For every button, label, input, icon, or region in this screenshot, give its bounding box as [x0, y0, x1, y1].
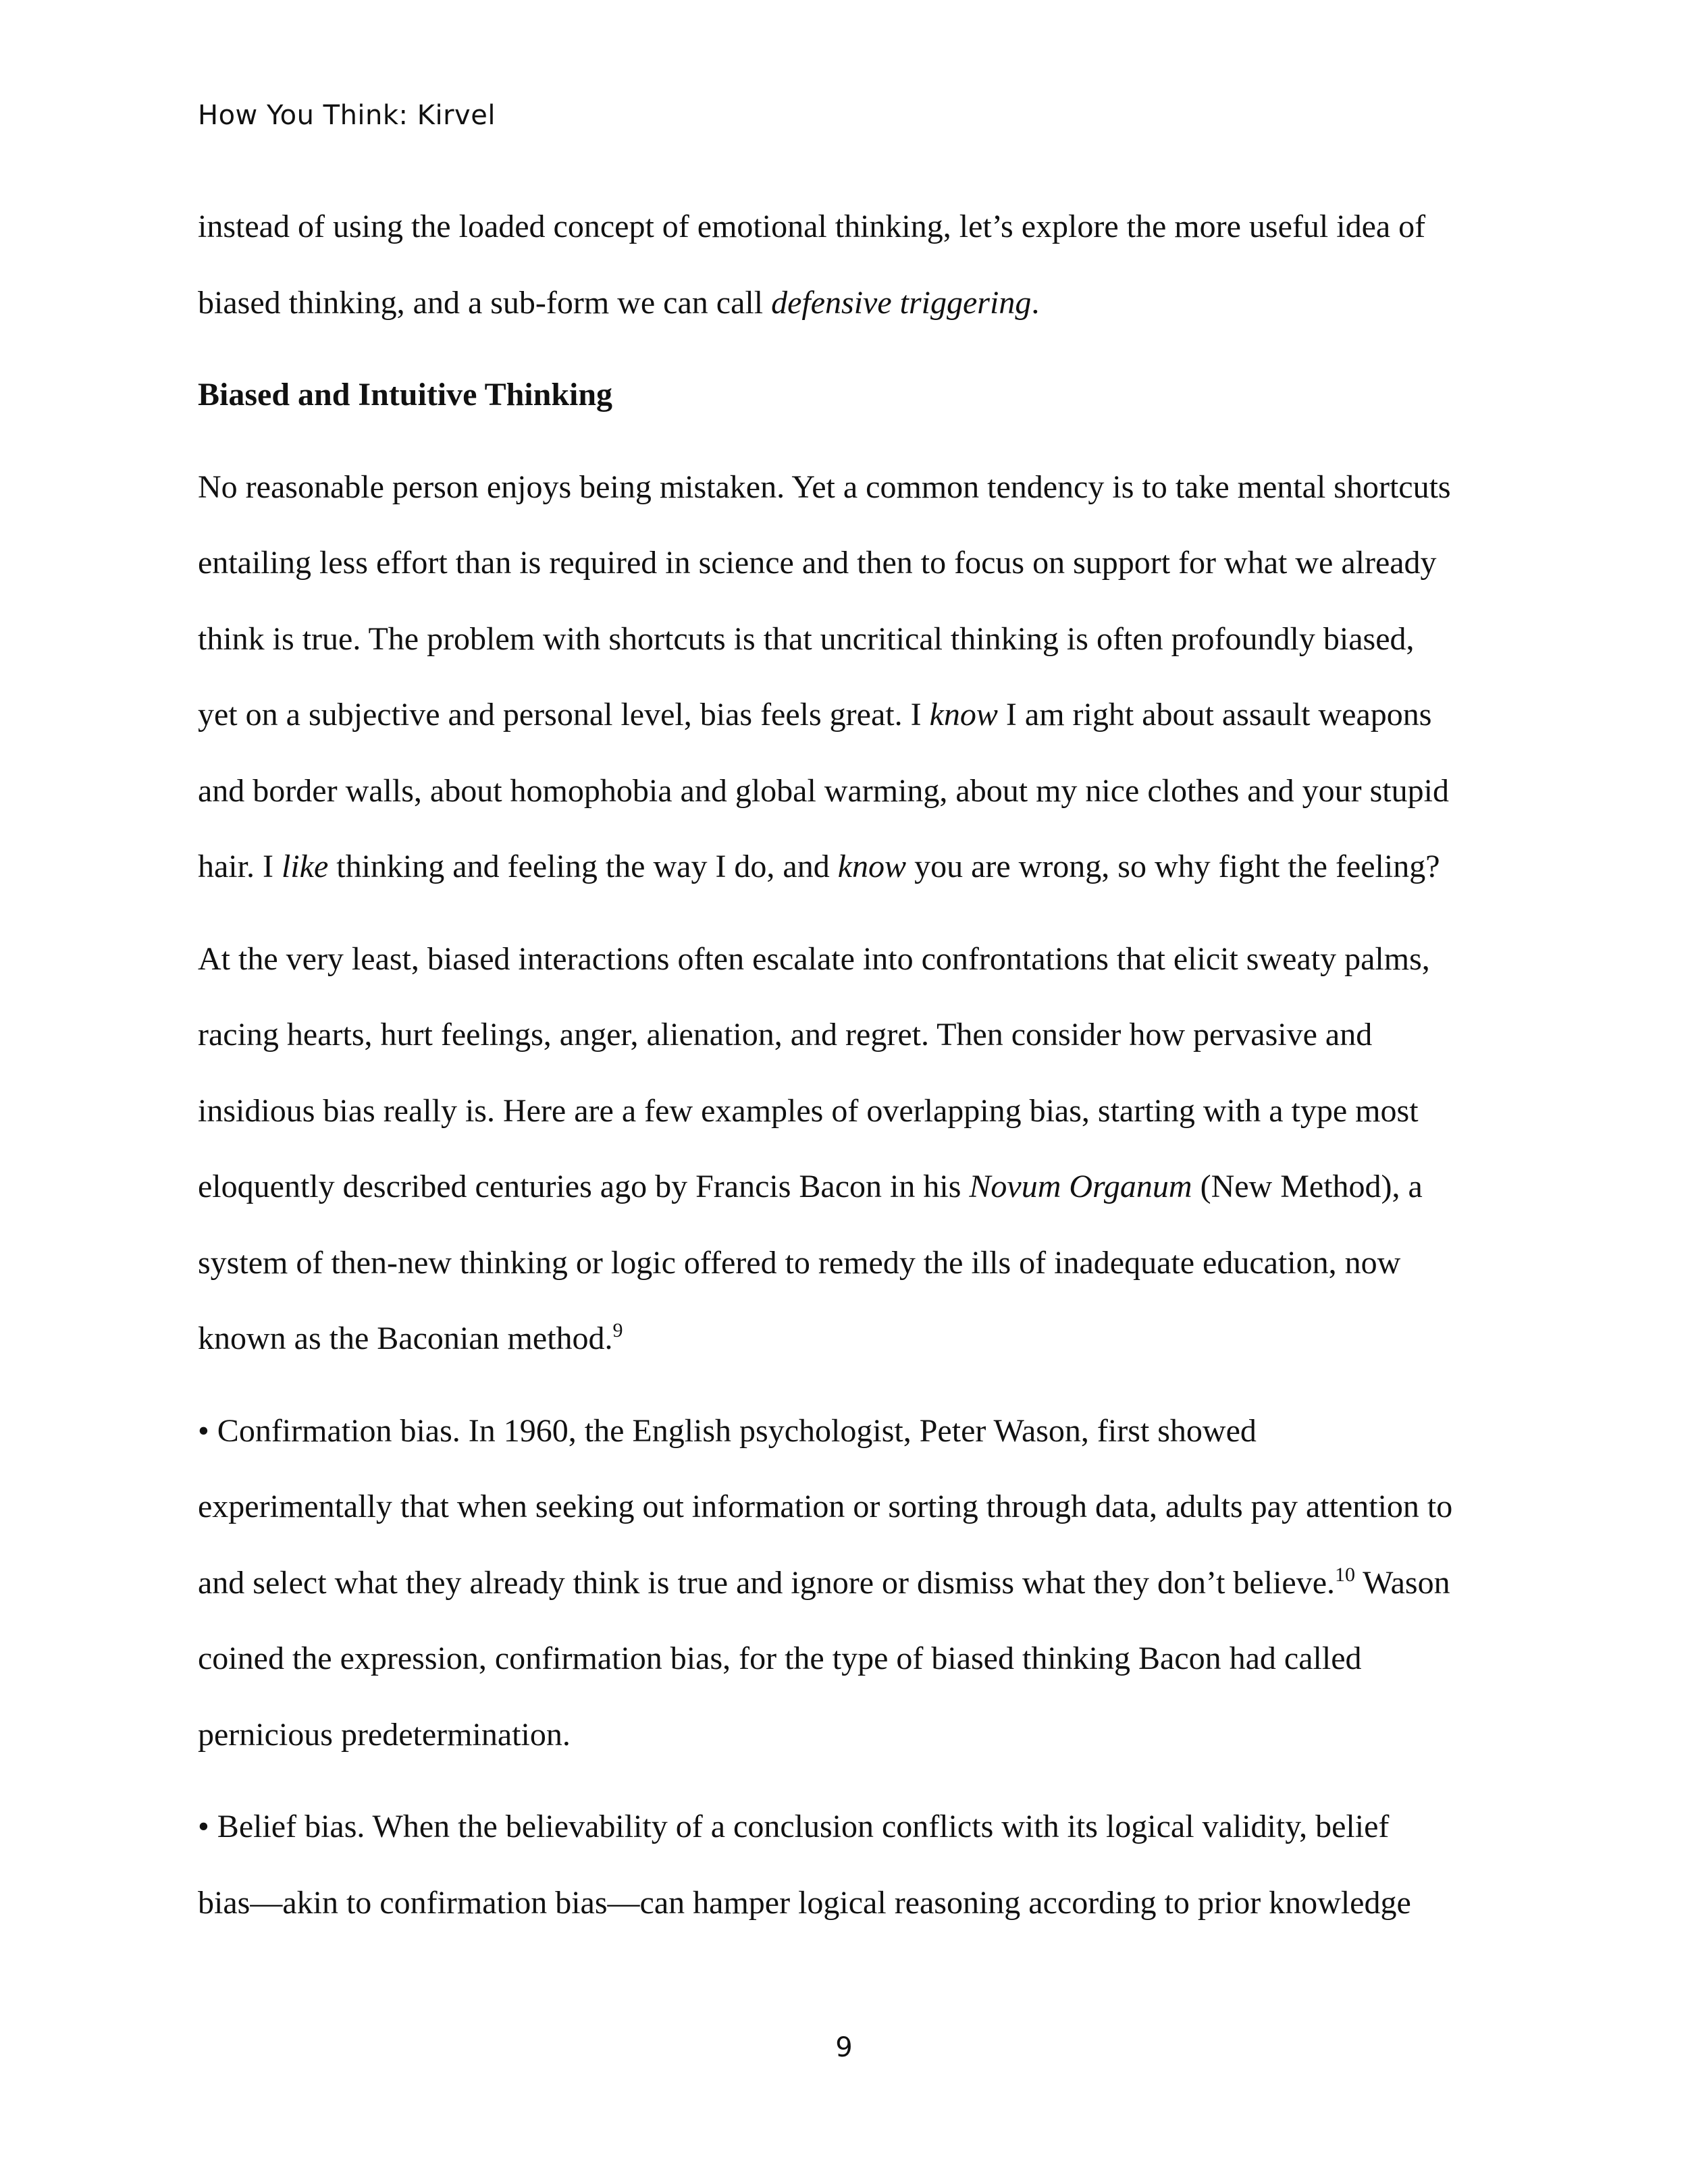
- text-line: No reasonable person enjoys being mistaken. Yet a common tendency is to take mental shortcuts: [198, 469, 1451, 505]
- italic-term: defensive triggering: [771, 284, 1032, 321]
- text-line: [198, 829, 1501, 905]
- text-line: [198, 1149, 1501, 1225]
- text-line: At the very least, biased interactions often escalate into confrontations that elicit sweaty palms,: [198, 940, 1430, 977]
- text-line: [198, 1301, 1501, 1377]
- text-line: pernicious predetermination.: [198, 1716, 571, 1753]
- text-line: racing hearts, hurt feelings, anger, alienation, and regret. Then consider how pervasive and: [198, 1017, 1373, 1053]
- paragraph-1: [198, 189, 1501, 341]
- text-line: instead of using the loaded concept of emotional thinking, let’s explore the more useful idea of: [198, 209, 1426, 244]
- italic-term: like: [281, 849, 329, 884]
- text-line: insidious bias really is. Here are a few examples of overlapping bias, starting with a type most: [198, 1092, 1419, 1129]
- paragraph-3: [198, 922, 1501, 1377]
- text-run: and select what they already think is true and ignore or dismiss what they don’t believe.: [198, 1564, 1336, 1601]
- text-run: known as the Baconian method.: [198, 1321, 613, 1356]
- page-number: 9: [835, 2032, 853, 2063]
- text-run: Wason: [1355, 1564, 1450, 1601]
- paragraph-5: [198, 1789, 1501, 1941]
- section-heading: Biased and Intuitive Thinking: [198, 377, 613, 412]
- text-line: coined the expression, confirmation bias, for the type of biased thinking Bacon had called: [198, 1641, 1362, 1676]
- paragraph-2: [198, 450, 1501, 905]
- text-run: eloquently described centuries ago by Francis Bacon in his: [198, 1169, 970, 1204]
- text-run: biased thinking, and a sub-form we can call: [198, 284, 772, 321]
- text-run: yet on a subjective and personal level, bias feels great. I: [198, 697, 930, 733]
- text-line: bias—akin to confirmation bias—can hamper logical reasoning according to prior knowledge: [198, 1884, 1411, 1921]
- text-run: thinking and feeling the way I do, and: [328, 849, 838, 884]
- italic-term: know: [837, 849, 907, 884]
- text-run: hair. I: [198, 849, 282, 884]
- page-body: [198, 189, 1501, 1941]
- text-line: and border walls, about homophobia and global warming, about my nice clothes and your stupid: [198, 772, 1449, 809]
- text-run: I am right about assault weapons: [997, 697, 1432, 733]
- footnote-reference[interactable]: 9: [612, 1319, 623, 1341]
- text-run: you are wrong, so why fight the feeling?: [906, 849, 1440, 884]
- text-line: • Confirmation bias. In 1960, the English psychologist, Peter Wason, first showed: [198, 1412, 1257, 1449]
- footnote-reference[interactable]: 10: [1335, 1563, 1356, 1586]
- text-line: think is true. The problem with shortcuts is that uncritical thinking is often profoundly biased,: [198, 620, 1415, 657]
- text-run: .: [1031, 284, 1040, 321]
- text-line: entailing less effort than is required in science and then to focus on support for what we already: [198, 545, 1437, 581]
- italic-title: Novum Organum: [969, 1169, 1192, 1204]
- text-line: [198, 677, 1501, 753]
- text-line: [198, 265, 1501, 342]
- paragraph-4: [198, 1393, 1501, 1774]
- text-line: [198, 1545, 1501, 1622]
- running-header: How You Think: Kirvel: [198, 100, 496, 131]
- text-run: (New Method), a: [1192, 1169, 1423, 1204]
- text-line: • Belief bias. When the believability of a conclusion conflicts with its logical validity, belief: [198, 1809, 1390, 1844]
- text-line: experimentally that when seeking out information or sorting through data, adults pay attention to: [198, 1489, 1453, 1524]
- italic-term: know: [929, 697, 998, 733]
- text-line: system of then-new thinking or logic offered to remedy the ills of inadequate education, now: [198, 1244, 1401, 1281]
